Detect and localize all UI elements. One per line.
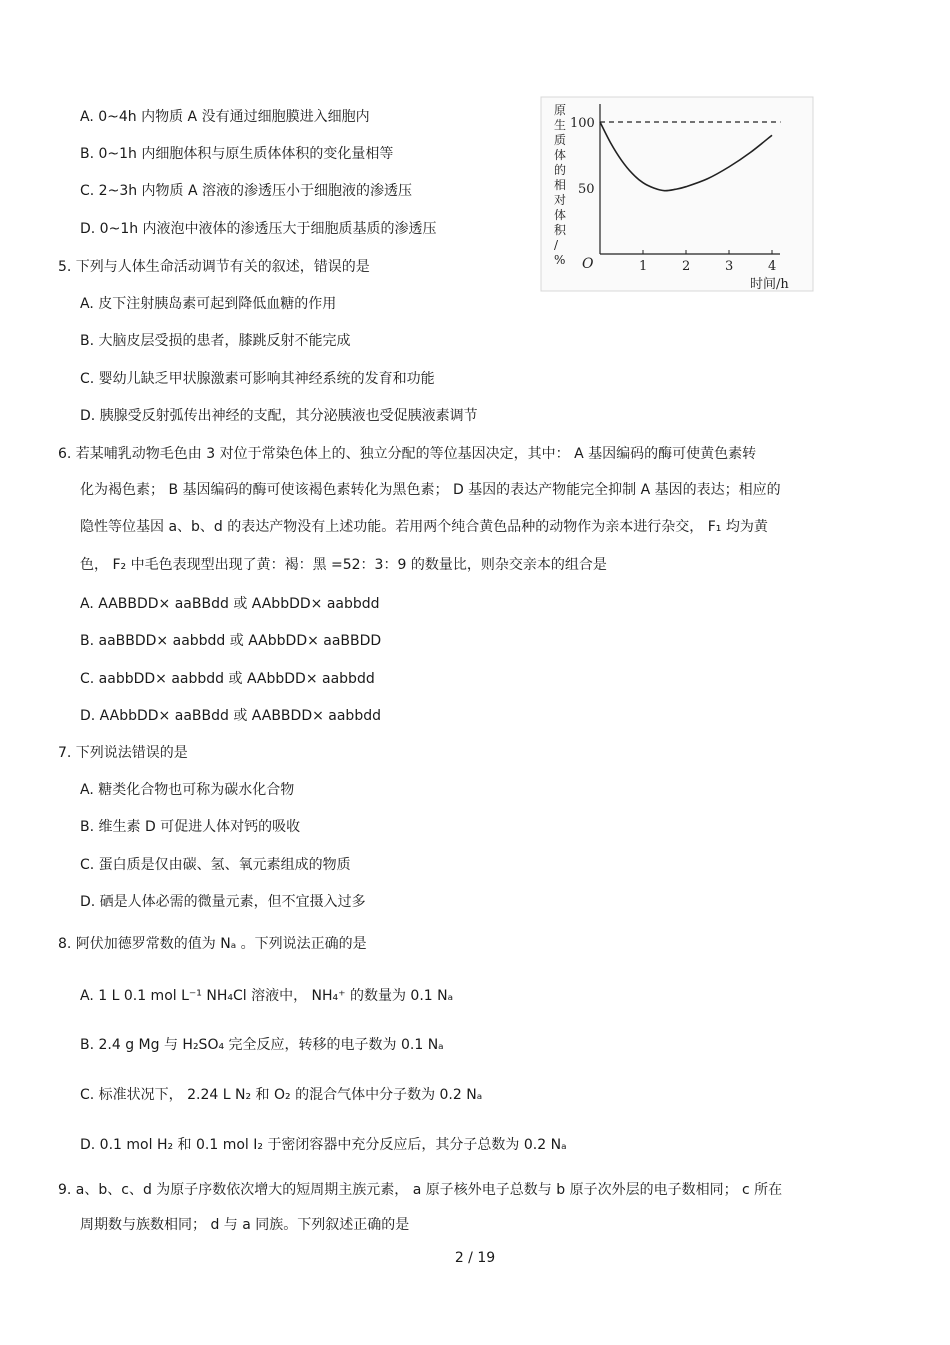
q7-option-b: B. 维生素 D 可促进人体对钙的吸收 [80,819,301,835]
y-axis-label-char: 体 [554,148,567,162]
q5-option-a: A. 皮下注射胰岛素可起到降低血糖的作用 [80,296,337,312]
q4-option-b: B. 0~1h 内细胞体积与原生质体体积的变化量相等 [80,146,394,162]
q8-option-b: B. 2.4 g Mg 与 H₂SO₄ 完全反应，转移的电子数为 0.1 Nₐ [80,1037,444,1053]
x-tick-label: 2 [682,259,691,274]
q6-option-c: C. aabbDD× aabbdd 或 AAbbDD× aabbdd [80,671,375,687]
y-axis-label-char: % [554,253,566,267]
x-axis-label: 时间/h [750,277,789,292]
q6-option-d: D. AAbbDD× aaBBdd 或 AABBDD× aabbdd [80,708,381,724]
q6-option-b: B. aaBBDD× aabbdd 或 AAbbDD× aaBBDD [80,633,382,649]
x-tick-label: 4 [768,259,777,274]
q4-option-d: D. 0~1h 内液泡中液体的渗透压大于细胞质基质的渗透压 [80,221,437,237]
y-axis-label-char: / [554,238,559,252]
q8-stem: 8. 阿伏加德罗常数的值为 Nₐ 。下列说法正确的是 [58,936,367,952]
q4-option-a: A. 0~4h 内物质 A 没有通过细胞膜进入细胞内 [80,109,370,125]
q7-option-c: C. 蛋白质是仅由碳、氢、氧元素组成的物质 [80,857,351,873]
y-axis-label-char: 质 [554,133,567,147]
q8-option-a: A. 1 L 0.1 mol L⁻¹ NH₄Cl 溶液中， NH₄⁺ 的数量为 0.1 Nₐ [80,988,454,1004]
x-tick-label: 1 [639,259,648,274]
q9-line-2: 周期数与族数相同； d 与 a 同族。下列叙述正确的是 [80,1217,410,1233]
q5-stem: 5. 下列与人体生命活动调节有关的叙述，错误的是 [58,259,370,275]
x-tick-label: 3 [725,259,734,274]
q6-line-1: 6. 若某哺乳动物毛色由 3 对位于常染色体上的、独立分配的等位基因决定，其中： A 基因编码的酶可使黄色素转 [58,446,757,462]
q5-option-c: C. 婴幼儿缺乏甲状腺激素可影响其神经系统的发育和功能 [80,371,435,387]
y-axis-label-char: 体 [554,208,567,222]
y-axis-label-char: 原 [554,103,567,117]
q8-option-c: C. 标准状况下， 2.24 L N₂ 和 O₂ 的混合气体中分子数为 0.2 Nₐ [80,1087,483,1103]
q6-option-a: A. AABBDD× aaBBdd 或 AAbbDD× aabbdd [80,596,380,612]
q7-option-d: D. 硒是人体必需的微量元素，但不宜摄入过多 [80,894,366,910]
q6-line-2: 化为褐色素； B 基因编码的酶可使该褐色素转化为黑色素； D 基因的表达产物能完全抑制 A 基因的表达；相应的 [80,482,781,498]
y-axis-label-char: 相 [554,178,567,192]
y-tick-label: 50 [578,182,595,197]
page-number: 2 / 19 [454,1250,496,1266]
protoplast-volume-chart [540,96,814,292]
y-axis-label-char: 的 [554,163,567,177]
y-axis-label-char: 生 [554,118,567,132]
q6-line-3: 隐性等位基因 a、b、d 的表达产物没有上述功能。若用两个纯合黄色品种的动物作为亲本进行杂交， F₁ 均为黄 [80,519,768,535]
y-tick-label: 100 [570,116,595,131]
q5-option-b: B. 大脑皮层受损的患者，膝跳反射不能完成 [80,333,351,349]
q4-option-c: C. 2~3h 内物质 A 溶液的渗透压小于细胞液的渗透压 [80,183,413,199]
y-axis-label-char: 积 [554,223,567,237]
q9-line-1: 9. a、b、c、d 为原子序数依次增大的短周期主族元素， a 原子核外电子总数与 b 原子次外层的电子数相同； c 所在 [58,1182,783,1198]
q8-option-d: D. 0.1 mol H₂ 和 0.1 mol I₂ 于密闭容器中充分反应后，其分子总数为 0.2 Nₐ [80,1137,567,1153]
y-axis-label-char: 对 [554,193,567,207]
q6-line-4: 色， F₂ 中毛色表现型出现了黄：褐：黑 =52：3：9 的数量比，则杂交亲本的组合是 [80,557,607,573]
q5-option-d: D. 胰腺受反射弧传出神经的支配，其分泌胰液也受促胰液素调节 [80,408,478,424]
q7-stem: 7. 下列说法错误的是 [58,745,188,761]
origin-label: O [582,256,594,272]
q7-option-a: A. 糖类化合物也可称为碳水化合物 [80,782,295,798]
